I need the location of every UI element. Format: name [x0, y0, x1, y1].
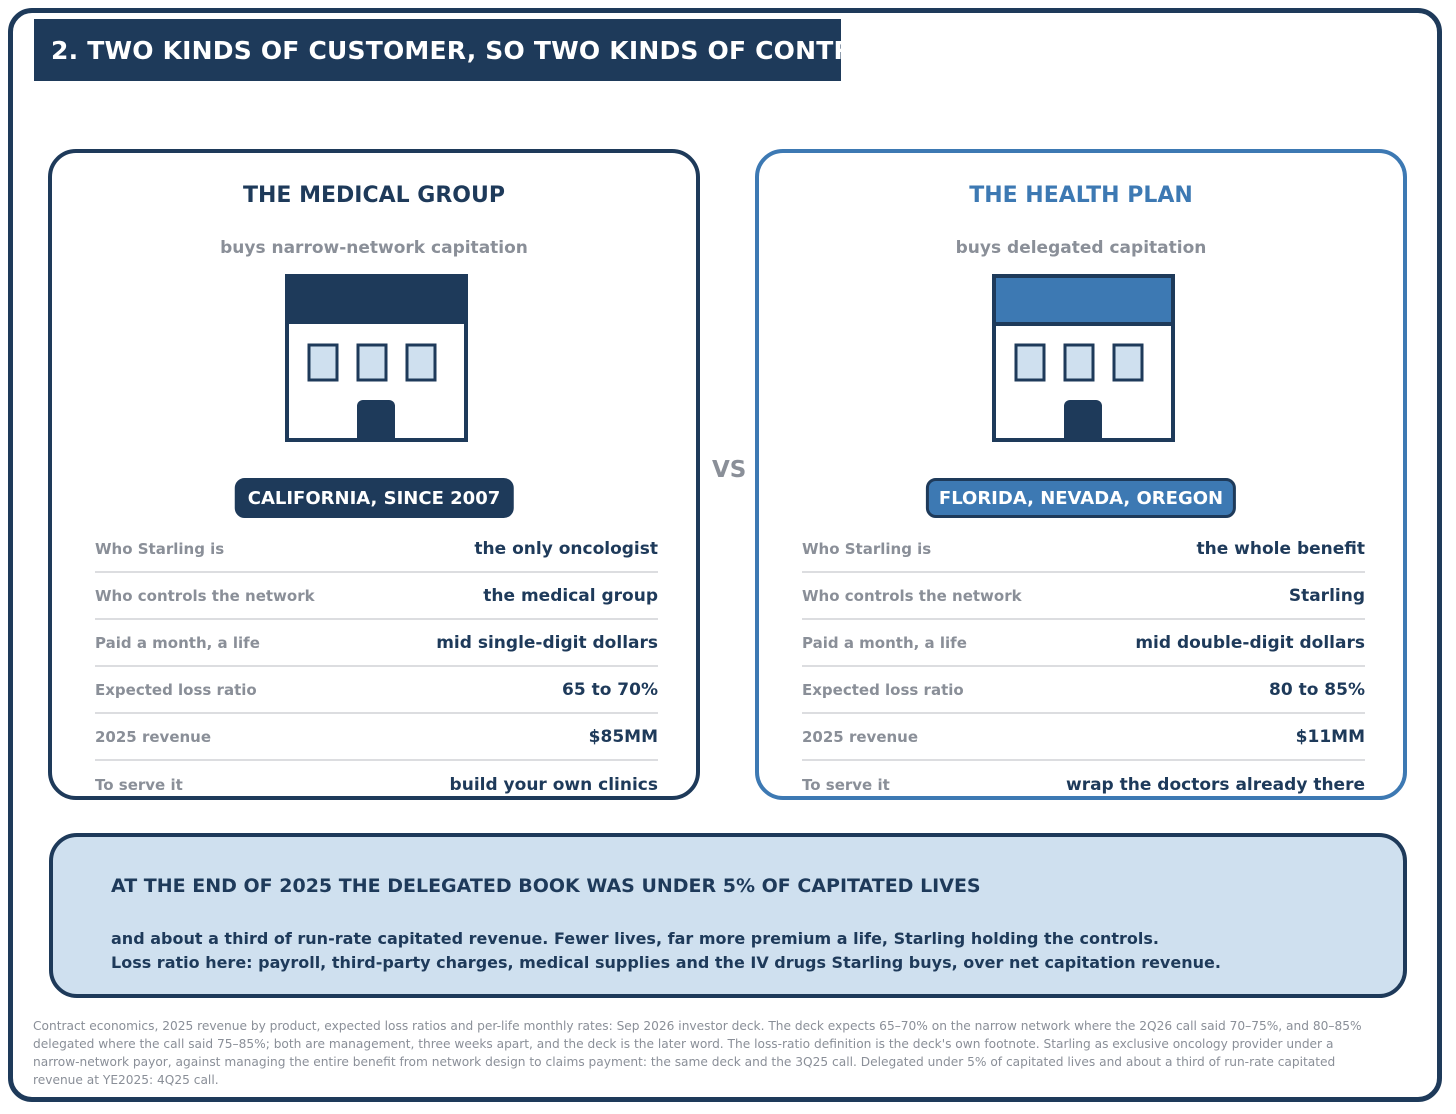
row-value: 65 to 70%	[562, 679, 658, 700]
location-badge: CALIFORNIA, SINCE 2007	[235, 478, 514, 518]
row-value: mid single-digit dollars	[436, 632, 658, 653]
table-row	[95, 573, 658, 620]
card-title: THE MEDICAL GROUP	[242, 183, 505, 208]
table-row	[802, 761, 1365, 808]
table-row	[95, 526, 658, 573]
row-value: mid double-digit dollars	[1135, 632, 1365, 653]
building-icon	[992, 274, 1175, 442]
table-row	[802, 667, 1365, 714]
table-row	[802, 526, 1365, 573]
source-footnote: Contract economics, 2025 revenue by product, expected loss ratios and per-life monthly rates: Sep 2026 investor deck. The deck expects 65–70% on the narrow network where the 2Q26 call said 70–75%, and 80–85% delegated where the call said 75–85%; both are management, three weeks apart, and the deck is the later word. The loss-ratio definition is the deck's own footnote. Starling as exclusive oncology provider under a narrow-network payor, against managing the entire benefit from network design to claims payment: the same deck and the 3Q25 call. Delegated under 5% of capitated lives and about a third of run-rate capitated revenue at YE2025: 4Q25 call.	[33, 1019, 1362, 1087]
row-label: Who controls the network	[802, 586, 1022, 605]
callout-line: and about a third of run-rate capitated revenue. Fewer lives, far more premium a life, Starling holding the controls.	[111, 929, 1159, 948]
row-label: Paid a month, a life	[802, 633, 967, 652]
callout-body	[111, 927, 1221, 975]
medical-group-card	[48, 149, 700, 800]
row-label: 2025 revenue	[95, 727, 212, 746]
row-label: Expected loss ratio	[802, 680, 964, 699]
row-label: Who controls the network	[95, 586, 315, 605]
row-label: Expected loss ratio	[95, 680, 257, 699]
callout-line: Loss ratio here: payroll, third-party charges, medical supplies and the IV drugs Starling buys, over net capitation revenue.	[111, 953, 1221, 972]
versus-label: VS	[712, 457, 747, 483]
row-value: $85MM	[588, 726, 658, 747]
row-label: Who Starling is	[95, 539, 225, 558]
row-value: build your own clinics	[449, 774, 658, 795]
row-label: Paid a month, a life	[95, 633, 260, 652]
table-row	[95, 761, 658, 808]
row-value: the medical group	[483, 585, 658, 606]
row-label: Who Starling is	[802, 539, 932, 558]
table-row	[95, 714, 658, 761]
row-value: wrap the doctors already there	[1065, 774, 1365, 795]
summary-callout	[49, 833, 1407, 998]
callout-heading: AT THE END OF 2025 THE DELEGATED BOOK WAS UNDER 5% OF CAPITATED LIVES	[111, 875, 981, 897]
slide-title: 2. TWO KINDS OF CUSTOMER, SO TWO KINDS OF CONTRACT	[34, 19, 841, 81]
table-row	[95, 667, 658, 714]
card-subtitle: buys narrow-network capitation	[220, 238, 528, 258]
table-row	[802, 714, 1365, 761]
table-row	[802, 573, 1365, 620]
card-title: THE HEALTH PLAN	[969, 183, 1193, 208]
row-value: the whole benefit	[1196, 538, 1365, 559]
location-badge: FLORIDA, NEVADA, OREGON	[926, 478, 1236, 518]
row-label: To serve it	[95, 775, 183, 794]
row-value: 80 to 85%	[1269, 679, 1365, 700]
row-label: To serve it	[802, 775, 890, 794]
comparison-table	[802, 526, 1365, 808]
comparison-table	[95, 526, 658, 808]
card-subtitle: buys delegated capitation	[955, 238, 1207, 258]
table-row	[95, 620, 658, 667]
health-plan-card	[755, 149, 1407, 800]
row-value: the only oncologist	[474, 538, 658, 559]
building-icon	[285, 274, 468, 442]
row-value: Starling	[1288, 585, 1365, 606]
row-value: $11MM	[1295, 726, 1365, 747]
table-row	[802, 620, 1365, 667]
row-label: 2025 revenue	[802, 727, 919, 746]
